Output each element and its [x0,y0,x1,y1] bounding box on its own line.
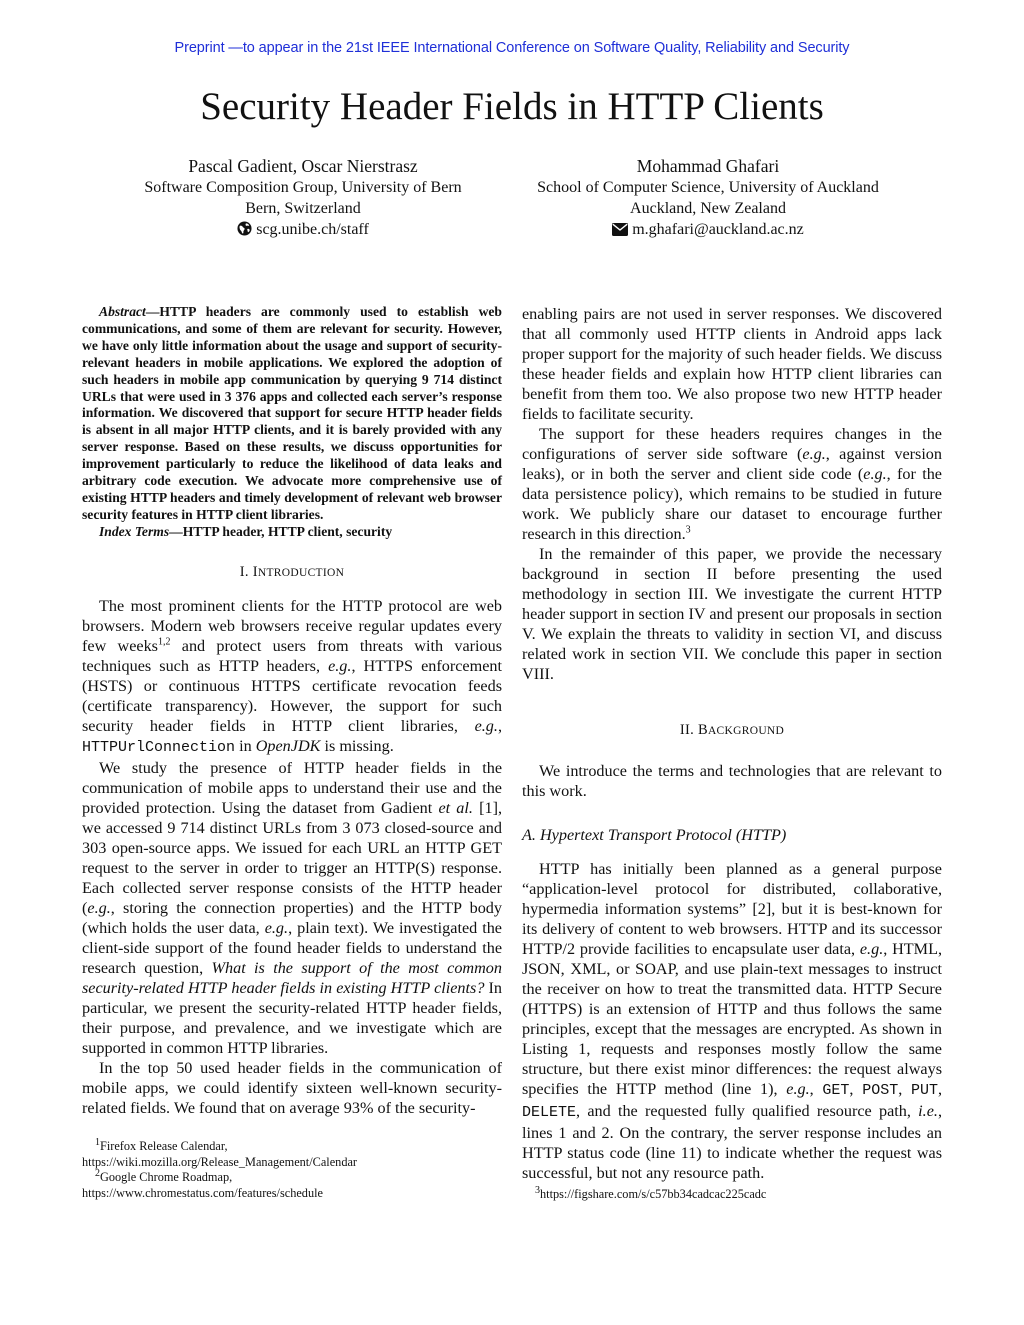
background-paragraph-1: We introduce the terms and technologies that are relevant to this work. [522,762,942,800]
code-term: GET [822,1082,850,1099]
footnote-1 [82,1136,482,1155]
author-names: Pascal Gadient, Oscar Nierstrasz [188,156,418,176]
text: , [497,716,502,735]
text: e.g. [859,940,884,958]
footnote-3-url[interactable]: https://figshare.com/s/c57bb34cadcac225cadc [540,1187,767,1201]
code-term: PUT [910,1082,938,1099]
text: e.g. [328,656,352,675]
footnote-1-url[interactable]: https://wiki.mozilla.org/Release_Management/Calendar [82,1154,358,1169]
text: e.g. [474,716,498,735]
research-question: What is the support of the most common security-related HTTP header fields in existing HTTP clients? [82,958,502,997]
section-number: I. I [239,563,258,580]
author-location: Auckland, New Zealand [630,200,786,217]
footnote-number: 1 [95,1136,100,1148]
index-terms-lead: Index Terms [99,523,170,539]
text: i.e. [918,1102,938,1120]
footnote-number: 3 [535,1184,540,1196]
section-title: ACKGROUND [707,725,785,737]
abstract-text: —HTTP headers are commonly used to establish web communications, and some of them are relevant for security. However, we have only little information about the usage and support of security-relevant headers in mobile applications. We explored the adoption of such headers in mobile app communication by querying 9 714 distinct URLs that were used in 3 376 apps and collected each server’s response information. We discovered that support for secure HTTP header fields is absent in all major HTTP clients, and it is barely provided with any server response. Based on these results, we discuss opportunities for improvement particularly to reduce the likelihood of data leaks and arbitrary code execution. We advocate more comprehensive use of existing HTTP headers and timely development of relevant web browser security features in HTTP client libraries. [82,304,502,522]
text: , for the data persistence policy), which remains to be studied in future work. We publicly share our dataset to encourage further research in this direction. [522,465,942,543]
text: in [235,736,256,755]
text: e.g. [87,898,111,917]
text: e.g. [802,445,826,463]
text: , and the requested fully qualified resource path, [576,1102,919,1120]
right-paragraph-2 [522,424,942,544]
author-affiliation: School of Computer Science, University of Auckland [537,179,879,196]
text: We study the presence of HTTP header fields in the communication of mobile apps to understand their use and the provided protection. Using the dataset from Gadient [82,758,502,817]
text: [1], we accessed 9 714 distinct URLs from 3 073 closed-source and 303 open-source apps. We issued for each URL an HTTP GET request to the server in order to trigger an HTTP(S) response. Each collected server response consists of the HTTP header ( [82,798,503,917]
author-contact [110,219,496,242]
code-term: DELETE [522,1104,577,1121]
author-block-right [508,155,908,242]
section-title: NTRODUCTION [257,566,345,579]
text: , [898,1080,911,1098]
text: , [849,1080,863,1098]
text: et al. [438,798,473,817]
abstract [82,304,502,524]
text: , [937,1080,943,1098]
footnote-text: Firefox Release Calendar, [100,1139,228,1153]
text: and protect users from threats with various techniques such as HTTP headers, [82,636,503,675]
author-names: Mohammad Ghafari [636,156,780,176]
footnote-ref: 1,2 [158,636,171,648]
text: , lines 1 and 2. On the contrary, the server response includes an HTTP status code (line 11) to indicate whether the request was successful, but not any resource path. [522,1102,942,1182]
right-paragraph-1: enabling pairs are not used in server responses. We discovered that all commonly used HTTP clients in Android apps lack proper support for the majority of such header fields. We discuss these header fields and explain how HTTP client libraries can benefit from them too. We also propose two new HTTP header fields to facilitate security. [522,305,942,423]
envelope-icon [612,221,628,242]
paper-title: Security Header Fields in HTTP Clients [200,85,824,128]
author-affiliation: Software Composition Group, University of Bern [144,179,462,196]
code-term: HTTPUrlConnection [82,738,236,756]
text: , HTML, JSON, XML, or SOAP, and use plain-text messages to instruct the receiver on how to treat the transmitted data. HTTP Secure (HTTPS) is an extension of HTTP and thus follows the same principles, except that the messages are encrypted. As shown in Listing 1, requests and responses mostly follow the same structure, but there exist minor differences: the request always specifies the HTTP method (line 1), [522,940,942,1098]
intro-paragraph-2 [82,758,502,1058]
text: HTTP has initially been planned as a general purpose “application-level protocol for distributed, collaborative, hypermedia information systems” [2], but it is best-known for its delivery of content to web browsers. HTTP and its successor HTTP/2 provide facilities to encapsulate user data, [522,860,942,958]
footnote-text: Google Chrome Roadmap, [100,1170,233,1184]
section-heading-introduction [82,562,502,583]
intro-paragraph-3: In the top 50 used header fields in the communication of mobile apps, we could identify sixteen well-known security-related fields. We found that on average 93% of the security- [82,1058,502,1117]
http-paragraph [522,859,942,1183]
footnotes-right [535,1184,915,1203]
section-number: II. B [679,722,708,738]
author-contact-text: scg.unibe.ch/staff [256,221,369,238]
text: , HTTPS enforcement (HSTS) or continuous HTTPS certificate revocation feeds (certificate transparency). However, the support for such security header fields in HTTP client libraries, [82,656,502,735]
footnote-2 [82,1167,482,1186]
author-location: Bern, Switzerland [245,200,361,217]
text: The support for these headers requires changes in the configurations of server side software ( [522,425,942,463]
footnote-2-url[interactable]: https://www.chromestatus.com/features/schedule [82,1185,323,1200]
left-column [82,304,502,1118]
text: , [809,1080,823,1098]
text: The most prominent clients for the HTTP protocol are web browsers. Modern web browsers receive regular updates every few weeks [82,596,502,655]
text: , storing the connection properties) and the HTTP body (which holds the user data, [82,898,502,937]
text: e.g. [863,465,887,483]
author-block-left [110,155,496,242]
index-terms-text: —HTTP header, HTTP client, security [169,523,393,539]
code-term: POST [862,1082,899,1099]
footnote-3[interactable] [535,1184,915,1203]
footnote-ref: 3 [685,524,691,536]
abstract-lead: Abstract [99,304,146,319]
footnotes-left [82,1136,482,1201]
text: e.g. [264,918,289,937]
right-paragraph-3: In the remainder of this paper, we provide the necessary background in section II before presenting the used methodology in section III. We investigate the current HTTP header support in section IV and present our proposals in section V. We explain the threats to validity in section VI, and discuss related work in section VII. We conclude this paper in section VIII. [522,545,942,683]
text: is missing. [320,736,394,755]
intro-paragraph-1 [82,596,502,758]
preprint-banner: Preprint —to appear in the 21st IEEE International Conference on Software Quality, Reliability and Security [174,40,850,56]
text: In particular, we present the security-related HTTP header fields, their purpose, and prevalence, and we investigate which are supported in common HTTP libraries. [82,978,502,1057]
text: e.g. [786,1080,810,1098]
subsection-heading-http: A. Hypertext Transport Protocol (HTTP) [522,826,787,844]
section-heading-background [522,720,942,741]
footnote-number: 2 [95,1167,100,1179]
globe-icon [237,221,252,242]
text: OpenJDK [255,736,321,755]
index-terms [82,524,502,541]
author-contact [508,219,908,242]
text: , against version leaks), or in both the server and client side code ( [522,445,942,483]
author-contact-text: m.ghafari@auckland.ac.nz [632,221,804,238]
text: , plain text). We investigated the client-side support of the found header fields to understand the research question, [82,918,502,977]
right-column [522,304,942,1183]
